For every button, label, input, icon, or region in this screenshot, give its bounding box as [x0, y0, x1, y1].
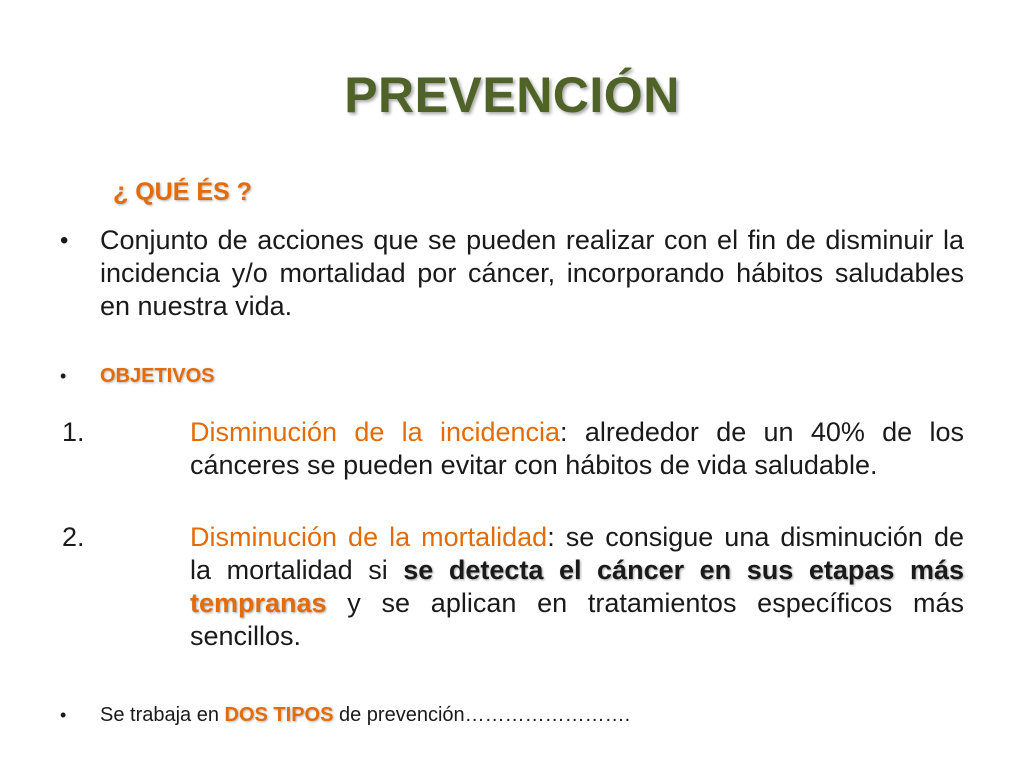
- footer-prefix: Se trabaja en: [100, 704, 225, 726]
- objective-text: [190, 416, 964, 482]
- definition-text: Conjunto de acciones que se pueden realizar con el fin de disminuir la incidencia y/o mortalidad por cáncer, incorporando hábitos saludables en nuestra vida.: [100, 225, 964, 321]
- objective-number: 1.: [62, 417, 85, 447]
- bullet-icon: •: [60, 705, 67, 725]
- objective-lead: Disminución de la mortalidad: [190, 522, 548, 552]
- footer-text: [100, 700, 630, 730]
- objective-body-end: y se aplican en tratamientos específicos más sencillos.: [190, 588, 964, 651]
- objective-number: 2.: [62, 522, 85, 552]
- footer-suffix: de prevención…………………….: [333, 704, 631, 726]
- bullet-icon: •: [60, 227, 69, 254]
- objective-text: [190, 521, 964, 653]
- objective-body: : se consigue una disminución de la mortalidad si: [190, 522, 964, 585]
- slide-title: PREVENCIÓN: [344, 67, 680, 123]
- highlight-detection: se detecta el cáncer en sus etapas más: [403, 555, 964, 585]
- highlight-early: tempranas: [190, 588, 327, 618]
- section-question: ¿ QUÉ ÉS ?: [113, 178, 252, 206]
- objective-lead: Disminución de la incidencia: [190, 417, 561, 447]
- objectives-label: OBJETIVOS: [100, 365, 215, 387]
- bullet-icon: •: [60, 366, 67, 386]
- objective-body: : alrededor de un 40% de los cánceres se pueden evitar con hábitos de vida saludable.: [190, 417, 964, 480]
- footer-highlight: DOS TIPOS: [224, 704, 334, 726]
